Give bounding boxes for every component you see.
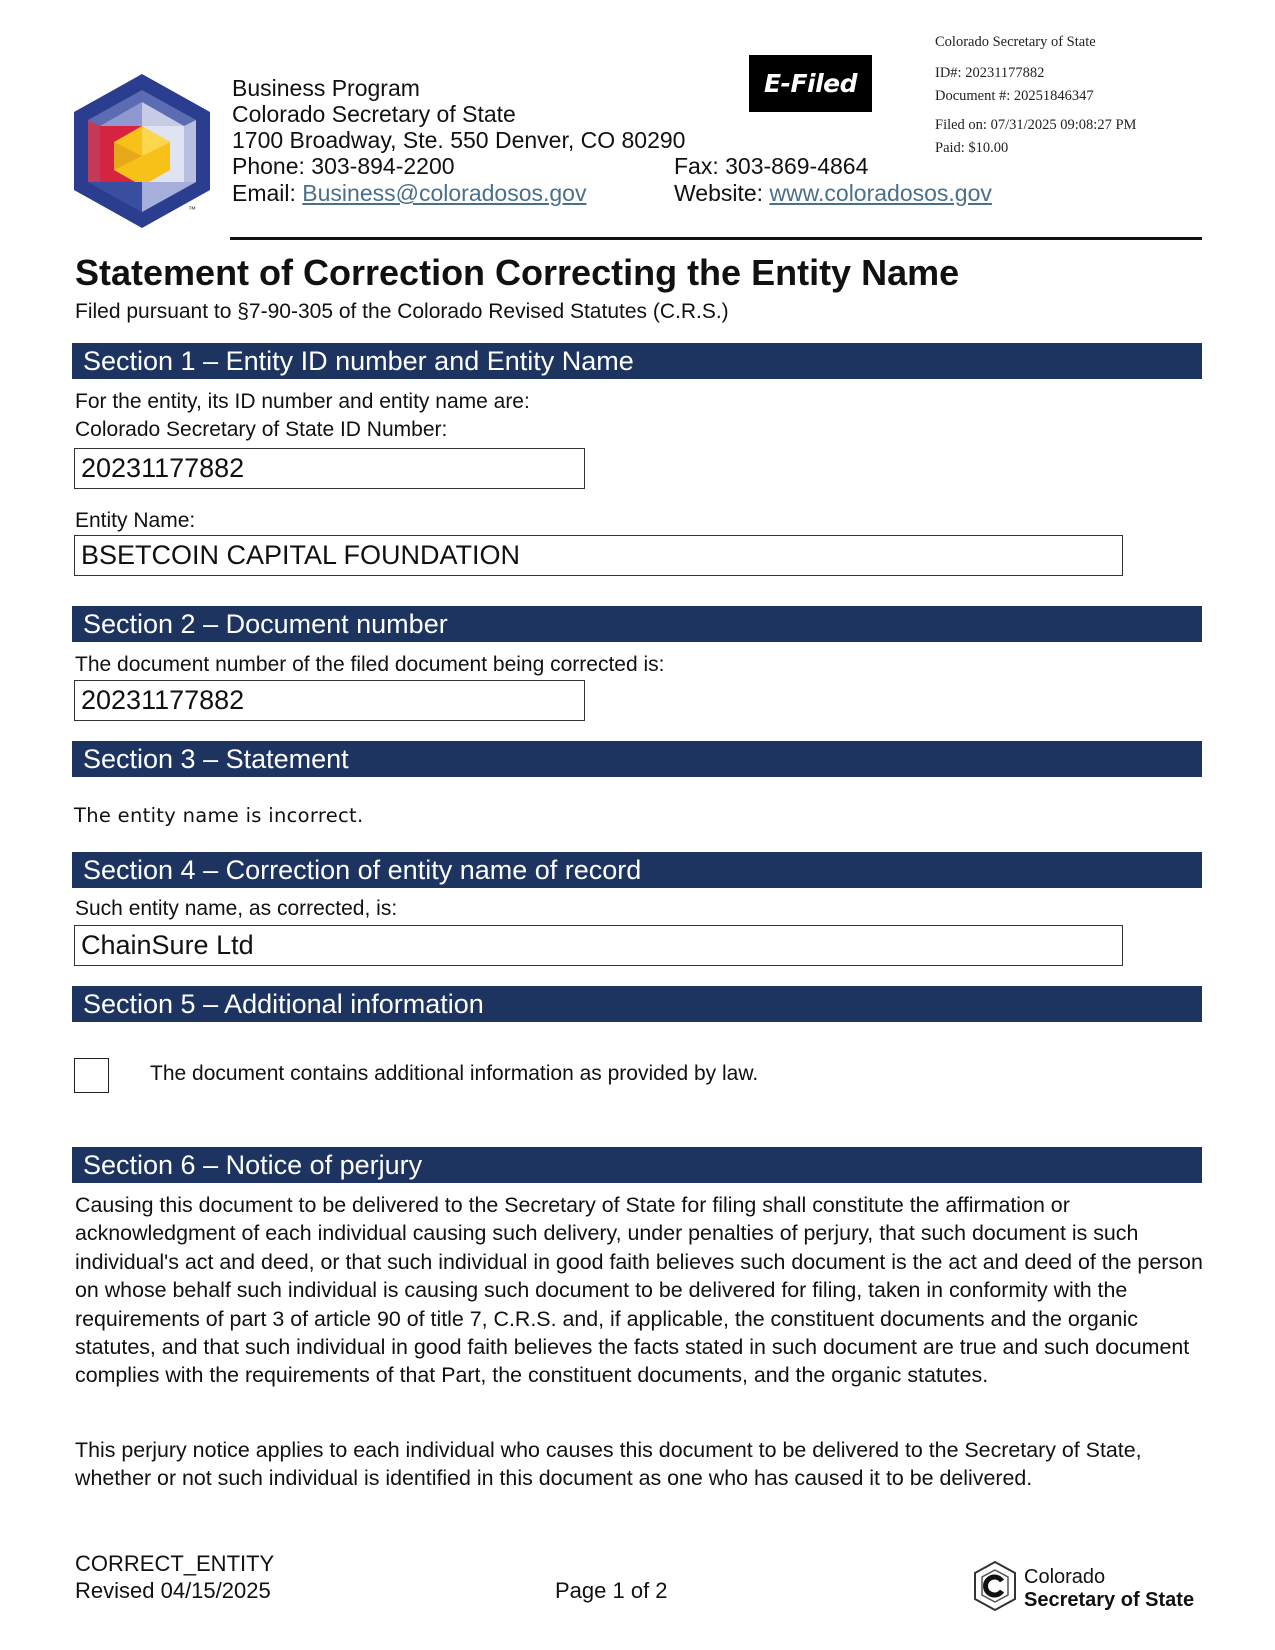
trademark-symbol: ™ [188, 205, 196, 214]
section-1-intro: For the entity, its ID number and entity name are: [75, 390, 530, 413]
efiled-badge: E-Filed [749, 55, 872, 112]
colorado-logo [72, 72, 222, 237]
stamp-paid: Paid: $10.00 [935, 140, 1009, 156]
sos-hexagon-icon [972, 1560, 1018, 1612]
footer-brand-line-2: Secretary of State [1024, 1589, 1195, 1611]
section-1-heading: Section 1 – Entity ID number and Entity Name [72, 343, 1202, 379]
footer-brand-line-1: Colorado [1024, 1566, 1106, 1588]
document-number-label: The document number of the filed document being corrected is: [75, 653, 665, 676]
office-email-row [232, 180, 586, 206]
office-website-row [674, 180, 992, 206]
footer-page-number: Page 1 of 2 [555, 1578, 668, 1603]
perjury-paragraph-1: Causing this document to be delivered to the Secretary of State for filing shall constitute the affirmation or acknowledgment of each individual causing such delivery, under penalties of perjury, that such document is such individual's act and deed, or that such individual in good faith believes such document is the act and deed of the person on whose behalf such individual is causing such document to be delivered for filing, taken in conformity with the requirements of part 3 of article 90 of title 7, C.R.S. and, if applicable, the constituent documents and the organic statutes, and that such individual in good faith believes the facts stated in such document are true and such document complies with the requirements of that Part, the constituent documents, and the organic statutes. [75, 1193, 1203, 1388]
section-4-heading: Section 4 – Correction of entity name of record [72, 852, 1202, 888]
office-phone: Phone: 303-894-2200 [232, 153, 455, 179]
document-number-field[interactable]: 20231177882 [74, 680, 585, 721]
stamp-id: ID#: 20231177882 [935, 65, 1045, 81]
stamp-document-number: Document #: 20251846347 [935, 88, 1094, 104]
corrected-name-label: Such entity name, as corrected, is: [75, 897, 398, 920]
additional-info-label: The document contains additional information as provided by law. [150, 1062, 759, 1085]
office-address: 1700 Broadway, Ste. 550 Denver, CO 80290 [232, 127, 686, 153]
office-fax: Fax: 303-869-4864 [674, 153, 869, 179]
entity-id-label: Colorado Secretary of State ID Number: [75, 418, 448, 441]
website-link[interactable]: www.coloradosos.gov [769, 180, 992, 206]
header-divider [230, 237, 1202, 240]
footer-form-code: CORRECT_ENTITY [75, 1551, 275, 1576]
form-title: Statement of Correction Correcting the Entity Name [75, 252, 960, 293]
section-3-heading: Section 3 – Statement [72, 741, 1202, 777]
entity-id-field[interactable]: 20231177882 [74, 448, 585, 489]
statement-text: The entity name is incorrect. [74, 804, 364, 827]
corrected-name-field[interactable]: ChainSure Ltd [74, 925, 1123, 966]
entity-name-label: Entity Name: [75, 509, 196, 532]
office-name: Business Program [232, 75, 420, 101]
form-subtitle: Filed pursuant to §7-90-305 of the Colorado Revised Statutes (C.R.S.) [75, 300, 729, 323]
office-agency: Colorado Secretary of State [232, 101, 516, 127]
stamp-filed-on: Filed on: 07/31/2025 09:08:27 PM [935, 117, 1137, 133]
entity-name-field[interactable]: BSETCOIN CAPITAL FOUNDATION [74, 535, 1123, 576]
stamp-office: Colorado Secretary of State [935, 34, 1096, 50]
additional-info-checkbox[interactable] [74, 1058, 109, 1093]
email-link[interactable]: Business@coloradosos.gov [302, 180, 587, 206]
section-6-heading: Section 6 – Notice of perjury [72, 1147, 1202, 1183]
perjury-paragraph-2: This perjury notice applies to each individual who causes this document to be delivered to the Secretary of State, whether or not such individual is identified in this document as one who has caused it to be delivered. [75, 1438, 1142, 1491]
email-label: Email: [232, 180, 303, 206]
section-2-heading: Section 2 – Document number [72, 606, 1202, 642]
website-label: Website: [674, 180, 770, 206]
section-5-heading: Section 5 – Additional information [72, 986, 1202, 1022]
footer-revised-date: Revised 04/15/2025 [75, 1578, 271, 1603]
